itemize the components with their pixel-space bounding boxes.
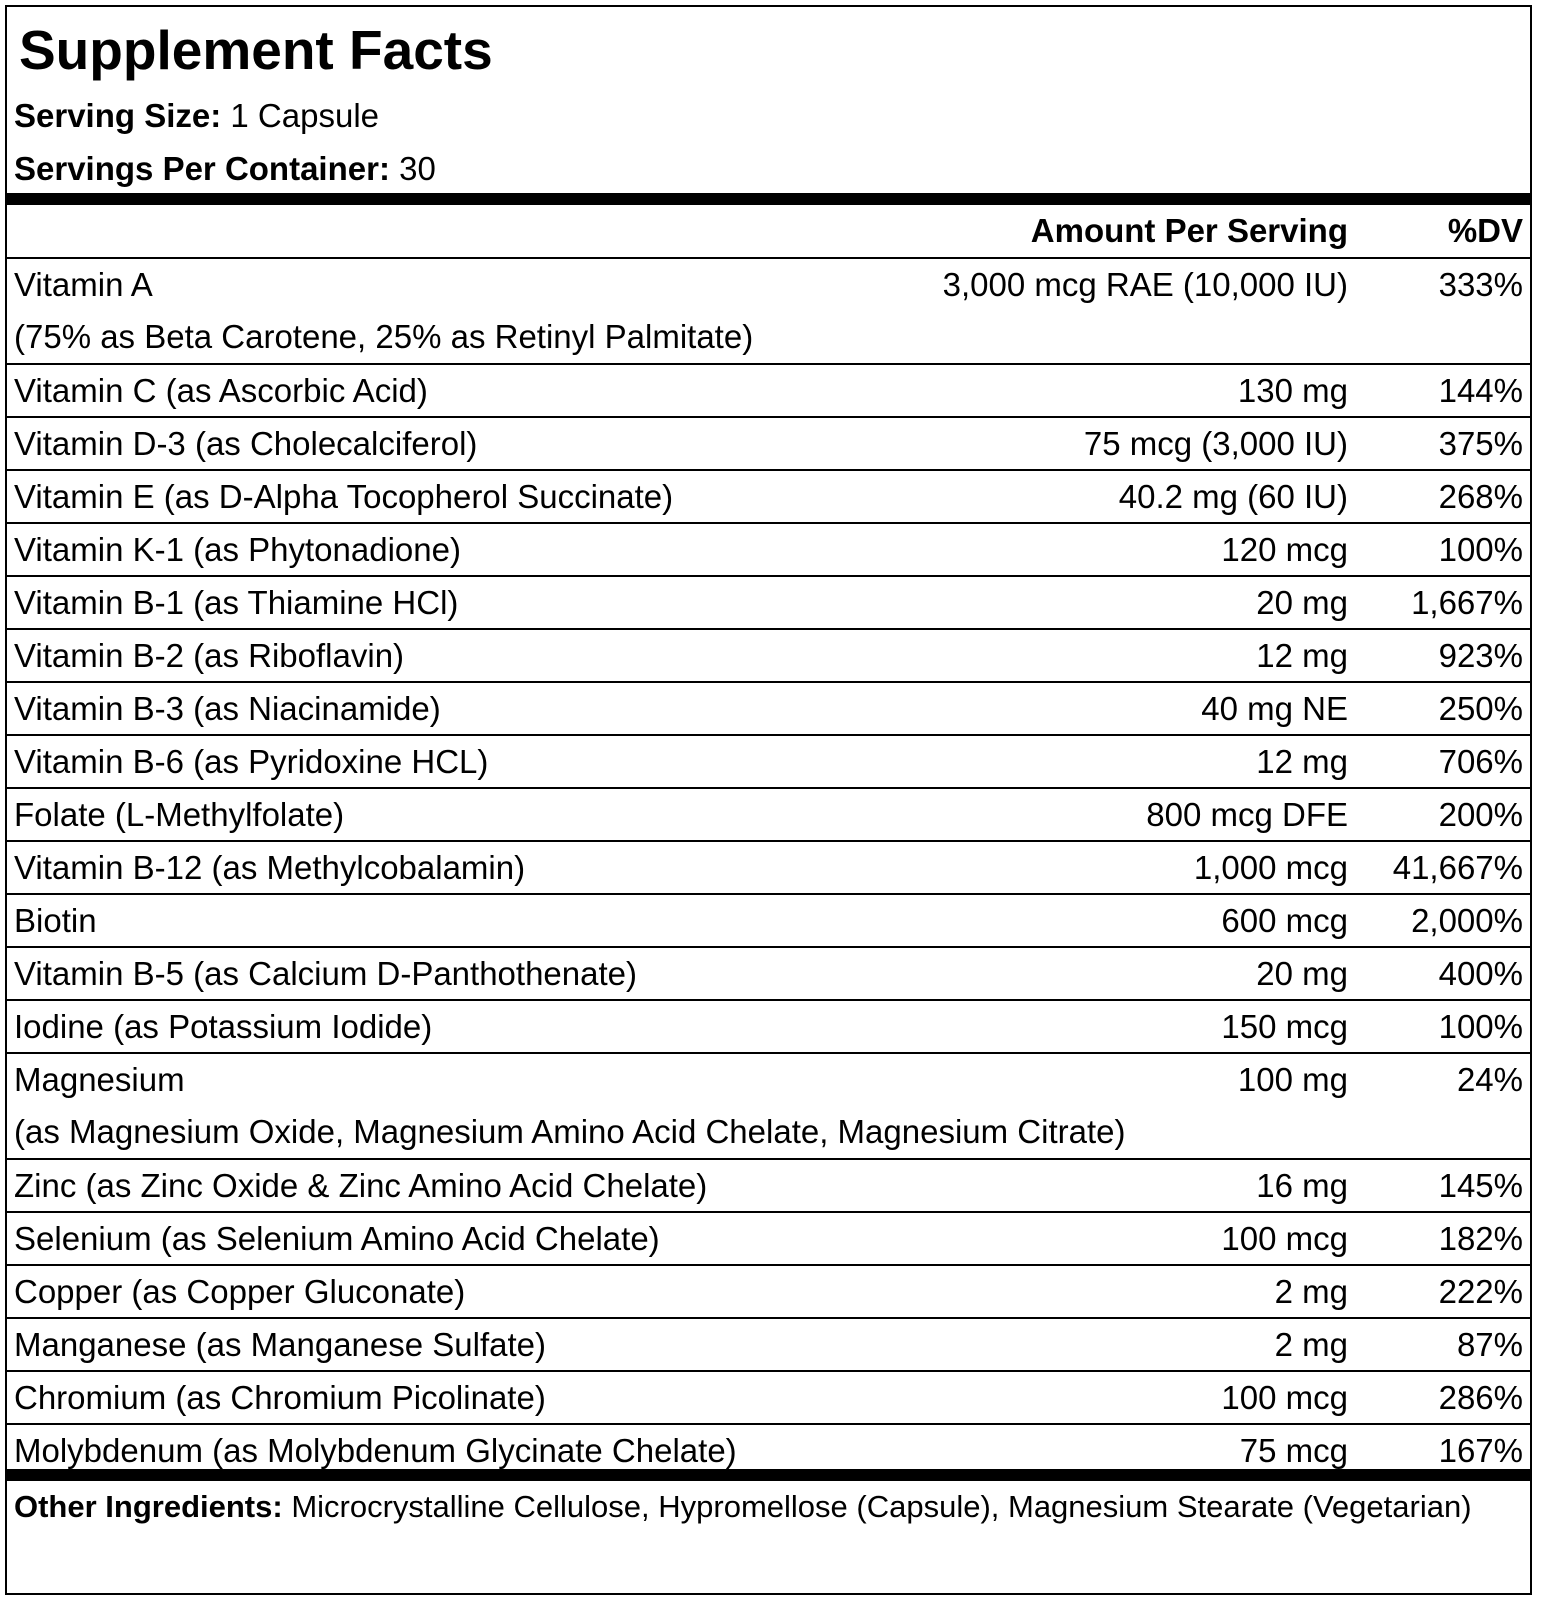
- nutrient-row: [7, 842, 1530, 895]
- nutrient-subline: [7, 1106, 1530, 1158]
- supplement-facts-panel: [5, 5, 1532, 1595]
- servings-per-container: [14, 143, 436, 195]
- nutrient-row: [7, 895, 1530, 948]
- nutrient-amount: 150 mcg: [1221, 1008, 1348, 1045]
- nutrient-name: Vitamin C (as Ascorbic Acid): [14, 372, 428, 409]
- nutrient-amount: 75 mcg (3,000 IU): [1083, 425, 1348, 462]
- nutrient-row: [7, 1372, 1530, 1425]
- nutrient-subline: [7, 311, 1530, 363]
- nutrient-dv: 706%: [1438, 743, 1523, 780]
- nutrient-table: [7, 259, 1530, 1478]
- nutrient-name: Vitamin B-2 (as Riboflavin): [14, 637, 405, 674]
- nutrient-line: [7, 736, 1530, 788]
- nutrient-row: [7, 259, 1530, 365]
- nutrient-line: [7, 577, 1530, 629]
- nutrient-dv: 268%: [1438, 478, 1523, 515]
- nutrient-name: Biotin: [14, 902, 97, 939]
- nutrient-name: Folate (L-Methylfolate): [14, 796, 345, 833]
- nutrient-source-note: (as Magnesium Oxide, Magnesium Amino Acid Chelate, Magnesium Citrate): [14, 1113, 1126, 1150]
- nutrient-line: [7, 1372, 1530, 1424]
- nutrient-amount: 800 mcg DFE: [1146, 796, 1348, 833]
- nutrient-line: [7, 895, 1530, 947]
- nutrient-amount: 12 mg: [1256, 637, 1348, 674]
- nutrient-amount: 75 mcg: [1239, 1432, 1348, 1469]
- nutrient-amount: 100 mg: [1237, 1061, 1348, 1098]
- servings-per-container-value: 30: [389, 150, 436, 187]
- panel-title: Supplement Facts: [19, 19, 493, 81]
- nutrient-amount: 12 mg: [1256, 743, 1348, 780]
- nutrient-amount: 2 mg: [1274, 1326, 1348, 1363]
- dv-header: %DV: [1447, 212, 1523, 249]
- nutrient-name: Zinc (as Zinc Oxide & Zinc Amino Acid Chelate): [14, 1167, 708, 1204]
- nutrient-dv: 250%: [1438, 690, 1523, 727]
- nutrient-amount: 600 mcg: [1221, 902, 1348, 939]
- nutrient-amount: 1,000 mcg: [1193, 849, 1348, 886]
- serving-size: [14, 90, 379, 142]
- nutrient-line: [7, 1319, 1530, 1371]
- serving-size-value: 1 Capsule: [221, 97, 379, 134]
- nutrient-amount: 3,000 mcg RAE (10,000 IU): [942, 266, 1348, 303]
- nutrient-row: [7, 524, 1530, 577]
- nutrient-name: Vitamin K-1 (as Phytonadione): [14, 531, 461, 568]
- nutrient-line: [7, 1054, 1530, 1106]
- nutrient-row: [7, 1213, 1530, 1266]
- nutrient-line: [7, 471, 1530, 523]
- nutrient-row: [7, 630, 1530, 683]
- nutrient-name: Magnesium: [14, 1061, 185, 1098]
- nutrient-line: [7, 524, 1530, 576]
- amount-per-serving-header: Amount Per Serving: [1030, 212, 1348, 249]
- nutrient-line: [7, 1001, 1530, 1053]
- nutrient-row: [7, 1054, 1530, 1160]
- nutrient-line: [7, 418, 1530, 470]
- nutrient-name: Iodine (as Potassium Iodide): [14, 1008, 433, 1045]
- nutrient-row: [7, 1001, 1530, 1054]
- nutrient-row: [7, 418, 1530, 471]
- nutrient-line: [7, 1266, 1530, 1318]
- nutrient-line: [7, 365, 1530, 417]
- nutrient-dv: 400%: [1438, 955, 1523, 992]
- nutrient-dv: 145%: [1438, 1167, 1523, 1204]
- nutrient-row: [7, 789, 1530, 842]
- nutrient-row: [7, 1319, 1530, 1372]
- nutrient-row: [7, 1160, 1530, 1213]
- nutrient-line: [7, 630, 1530, 682]
- nutrient-name: Vitamin B-1 (as Thiamine HCl): [14, 584, 459, 621]
- nutrient-dv: 200%: [1438, 796, 1523, 833]
- nutrient-name: Vitamin D-3 (as Cholecalciferol): [14, 425, 478, 462]
- nutrient-line: [7, 259, 1530, 311]
- nutrient-name: Manganese (as Manganese Sulfate): [14, 1326, 546, 1363]
- nutrient-dv: 923%: [1438, 637, 1523, 674]
- nutrient-dv: 333%: [1438, 266, 1523, 303]
- nutrient-line: [7, 683, 1530, 735]
- nutrient-amount: 16 mg: [1256, 1167, 1348, 1204]
- nutrient-source-note: (75% as Beta Carotene, 25% as Retinyl Palmitate): [14, 318, 754, 355]
- other-ingredients: [14, 1487, 1490, 1527]
- nutrient-name: Vitamin A: [14, 266, 153, 303]
- nutrient-line: [7, 1213, 1530, 1265]
- nutrient-dv: 24%: [1456, 1061, 1523, 1098]
- nutrient-dv: 41,667%: [1392, 849, 1523, 886]
- nutrient-amount: 100 mcg: [1221, 1379, 1348, 1416]
- nutrient-name: Vitamin B-5 (as Calcium D-Panthothenate): [14, 955, 638, 992]
- nutrient-amount: 40.2 mg (60 IU): [1118, 478, 1348, 515]
- nutrient-line: [7, 842, 1530, 894]
- bottom-thick-divider: [7, 1469, 1530, 1481]
- nutrient-dv: 375%: [1438, 425, 1523, 462]
- nutrient-name: Vitamin B-12 (as Methylcobalamin): [14, 849, 526, 886]
- nutrient-dv: 100%: [1438, 1008, 1523, 1045]
- nutrient-name: Vitamin E (as D-Alpha Tocopherol Succinate): [14, 478, 674, 515]
- serving-size-label: Serving Size:: [14, 97, 222, 134]
- nutrient-row: [7, 683, 1530, 736]
- nutrient-name: Selenium (as Selenium Amino Acid Chelate): [14, 1220, 660, 1257]
- servings-per-container-label: Servings Per Container:: [14, 150, 390, 187]
- nutrient-amount: 2 mg: [1274, 1273, 1348, 1310]
- nutrient-dv: 144%: [1438, 372, 1523, 409]
- nutrient-line: [7, 1160, 1530, 1212]
- nutrient-row: [7, 577, 1530, 630]
- nutrient-row: [7, 365, 1530, 418]
- nutrient-row: [7, 736, 1530, 789]
- nutrient-dv: 167%: [1438, 1432, 1523, 1469]
- nutrient-line: [7, 948, 1530, 1000]
- nutrient-amount: 120 mcg: [1221, 531, 1348, 568]
- nutrient-dv: 100%: [1438, 531, 1523, 568]
- nutrient-name: Vitamin B-6 (as Pyridoxine HCL): [14, 743, 489, 780]
- other-ingredients-label: Other Ingredients:: [14, 1489, 283, 1524]
- top-thick-divider: [7, 193, 1530, 205]
- nutrient-dv: 1,667%: [1411, 584, 1523, 621]
- nutrient-amount: 20 mg: [1256, 955, 1348, 992]
- nutrient-row: [7, 471, 1530, 524]
- nutrient-name: Chromium (as Chromium Picolinate): [14, 1379, 546, 1416]
- nutrient-name: Molybdenum (as Molybdenum Glycinate Chelate): [14, 1432, 737, 1469]
- other-ingredients-value: Microcrystalline Cellulose, Hypromellose (Capsule), Magnesium Stearate (Vegetarian): [282, 1489, 1472, 1524]
- column-header-row: [7, 205, 1530, 259]
- nutrient-dv: 182%: [1438, 1220, 1523, 1257]
- nutrient-name: Vitamin B-3 (as Niacinamide): [14, 690, 441, 727]
- nutrient-amount: 20 mg: [1256, 584, 1348, 621]
- nutrient-row: [7, 1266, 1530, 1319]
- nutrient-line: [7, 789, 1530, 841]
- nutrient-dv: 2,000%: [1411, 902, 1523, 939]
- nutrient-name: Copper (as Copper Gluconate): [14, 1273, 466, 1310]
- nutrient-dv: 87%: [1456, 1326, 1523, 1363]
- nutrient-amount: 100 mcg: [1221, 1220, 1348, 1257]
- nutrient-row: [7, 948, 1530, 1001]
- nutrient-amount: 130 mg: [1237, 372, 1348, 409]
- nutrient-amount: 40 mg NE: [1201, 690, 1348, 727]
- nutrient-dv: 222%: [1438, 1273, 1523, 1310]
- nutrient-dv: 286%: [1438, 1379, 1523, 1416]
